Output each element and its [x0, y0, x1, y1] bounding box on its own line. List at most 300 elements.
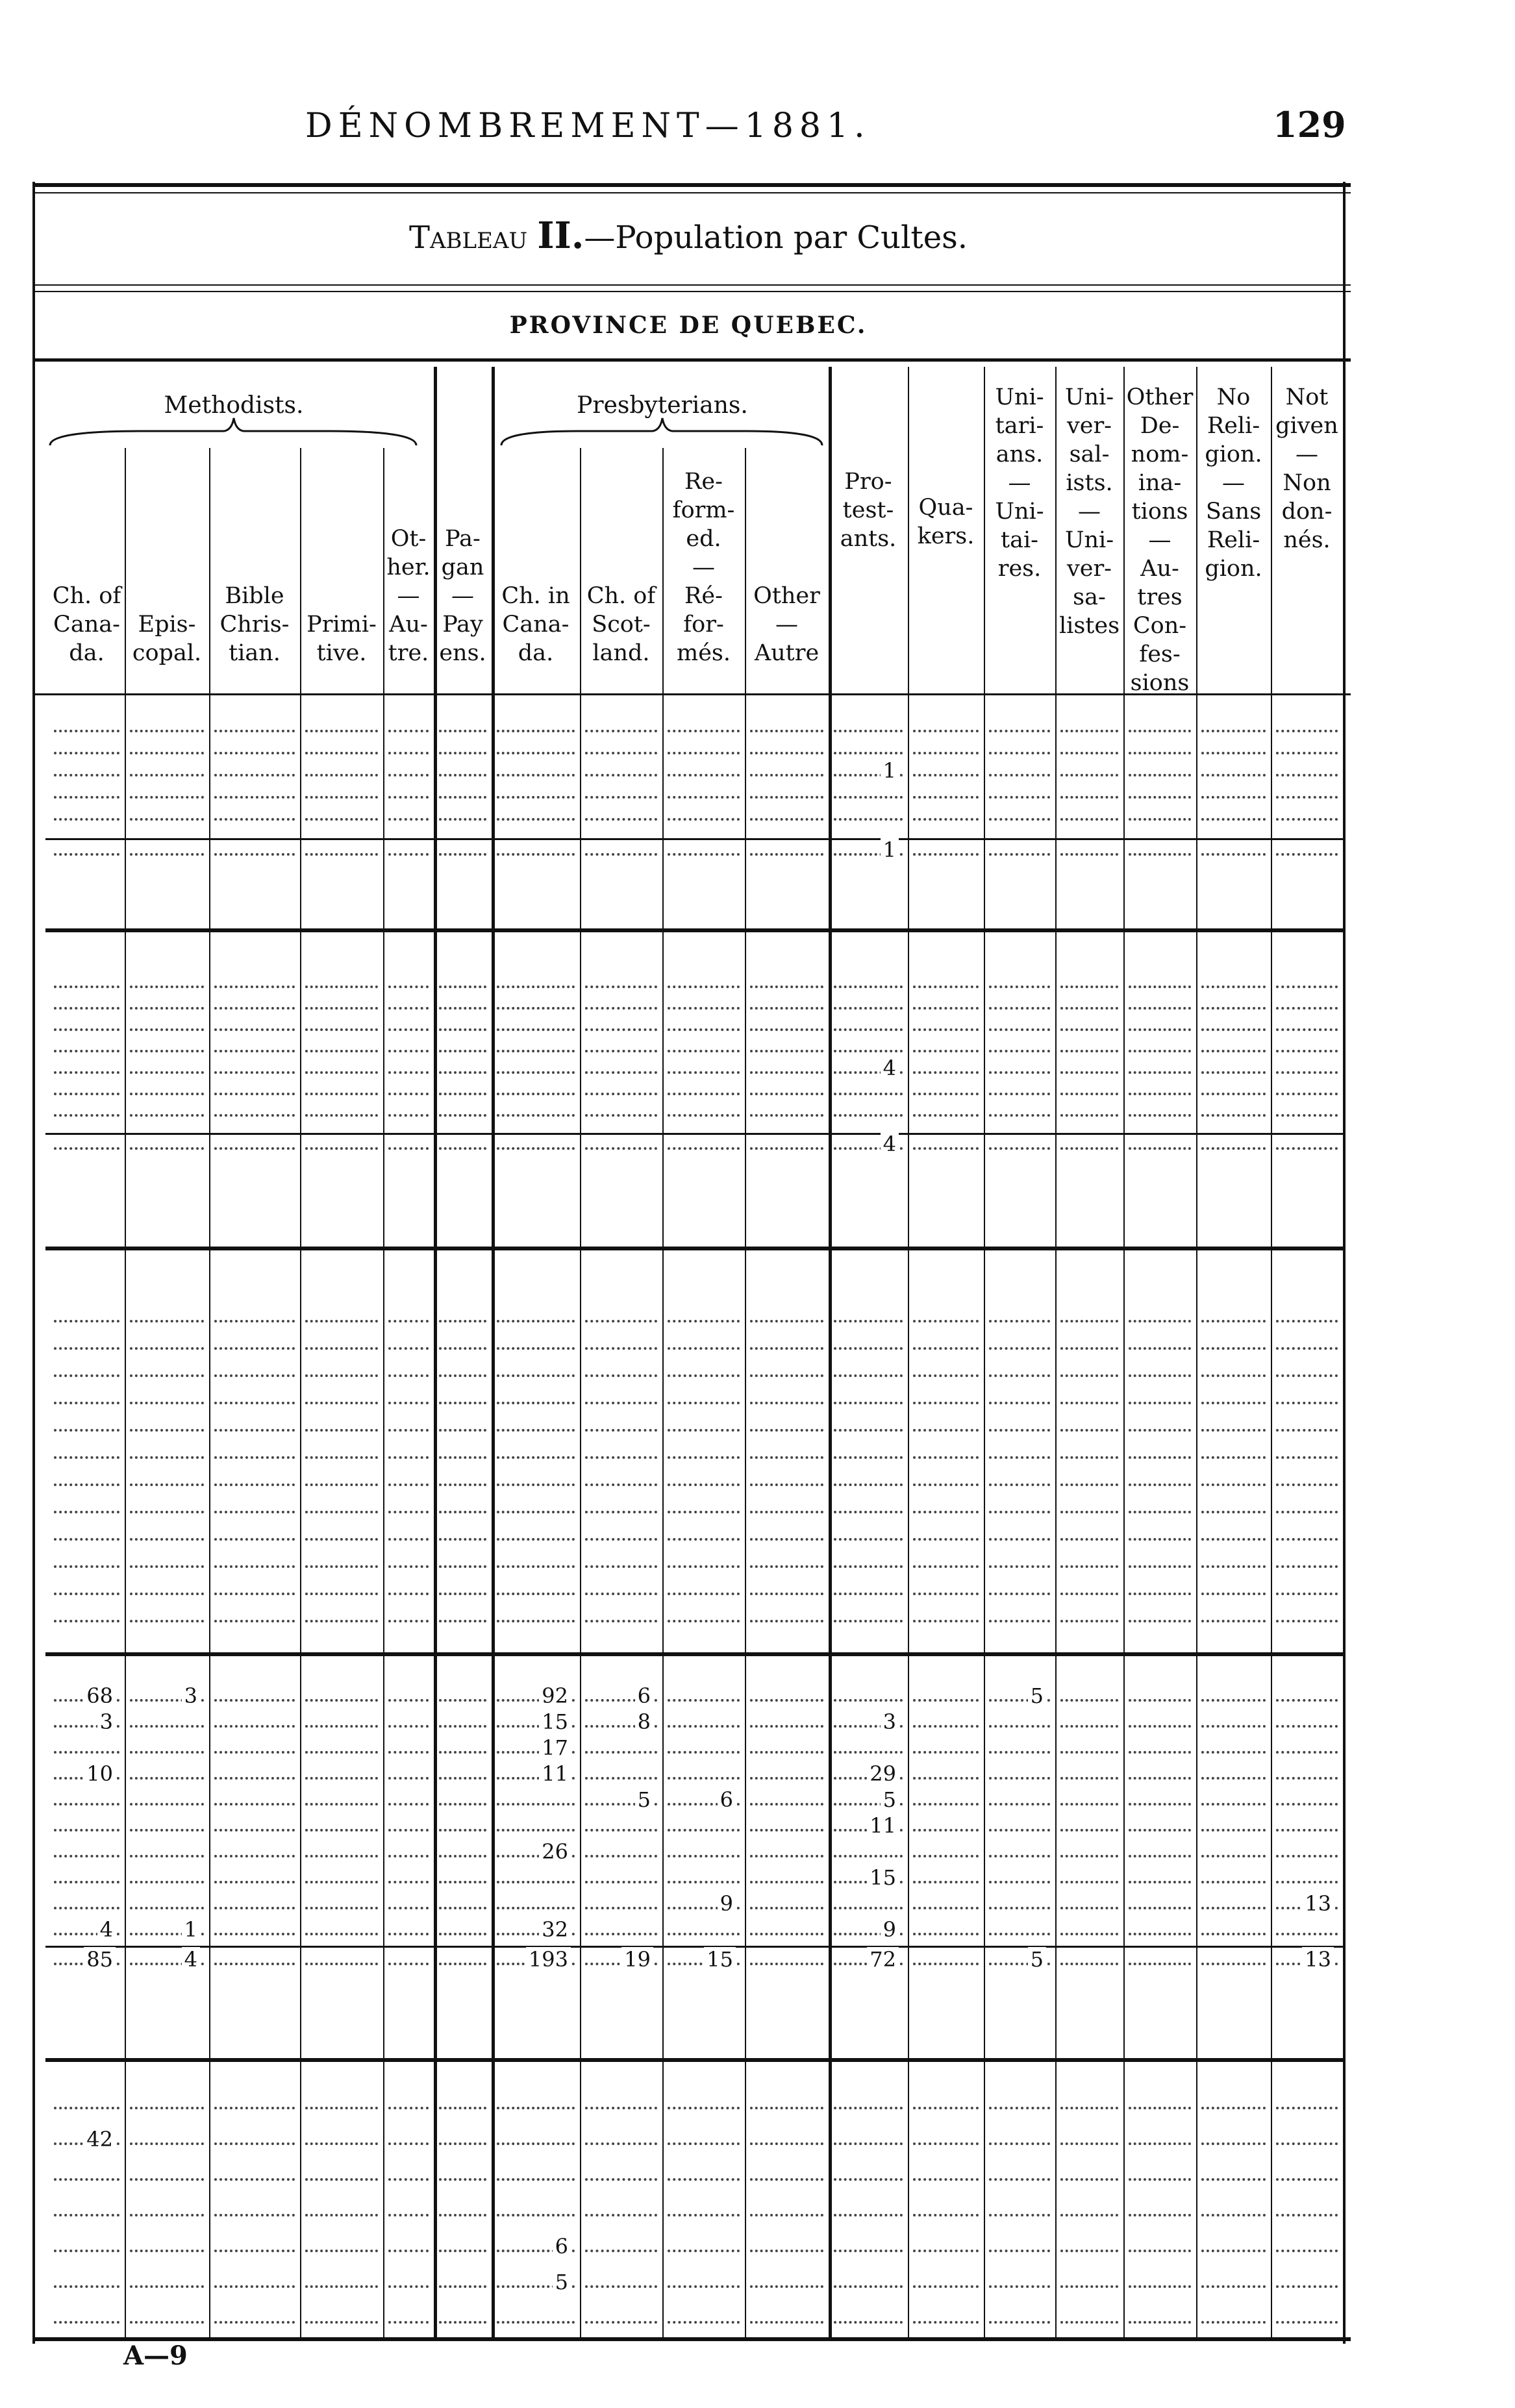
table-cell: 15 [704, 1947, 736, 1972]
leader-dots [1201, 1933, 1266, 1935]
leader-dots [1129, 2250, 1191, 2252]
leader-dots [1276, 986, 1338, 988]
leader-dots [1060, 1050, 1118, 1052]
table-cell: 1 [881, 838, 899, 862]
table-cell: 193 [526, 1947, 571, 1972]
leader-dots [1060, 1347, 1118, 1350]
leader-dots [750, 1028, 823, 1031]
leader-dots [1201, 1777, 1266, 1780]
group-label-presbyterians: Presbyterians. [577, 392, 748, 419]
leader-dots [1129, 2142, 1191, 2145]
table-title-number: II. [537, 214, 584, 257]
leader-dots [1060, 1963, 1118, 1965]
leader-dots [913, 1907, 979, 1909]
leader-dots [834, 752, 903, 754]
table-cell: 68 [84, 1683, 116, 1708]
leader-dots [54, 1593, 119, 1595]
leader-dots [130, 2214, 204, 2216]
leader-dots [1129, 1456, 1191, 1459]
leader-dots [1201, 2285, 1266, 2288]
leader-dots [913, 1699, 979, 1702]
leader-dots [439, 1147, 486, 1150]
leader-dots [989, 1593, 1050, 1595]
leader-dots [1201, 1093, 1266, 1095]
leader-dots [913, 1855, 979, 1857]
leader-dots [1276, 1777, 1338, 1780]
leader-dots [439, 2107, 486, 2109]
leader-dots [834, 1699, 903, 1702]
leader-dots [668, 1429, 740, 1432]
column-header: Not given — Non don- nés. [1275, 384, 1338, 553]
leader-dots [913, 774, 979, 776]
leader-dots [913, 730, 979, 732]
footer-signature: A—9 [123, 2340, 188, 2371]
leader-dots [439, 1429, 486, 1432]
leader-dots [130, 818, 204, 821]
leader-dots [1129, 1881, 1191, 1883]
leader-dots [913, 1751, 979, 1754]
title-rule [32, 284, 1351, 286]
leader-dots [54, 1147, 119, 1150]
leader-dots [668, 1777, 740, 1780]
leader-dots [214, 853, 295, 856]
leader-dots [305, 1777, 378, 1780]
leader-dots [913, 1829, 979, 1831]
leader-dots [214, 1374, 295, 1377]
leader-dots [214, 2107, 295, 2109]
leader-dots [1201, 1907, 1266, 1909]
leader-dots [1201, 2178, 1266, 2181]
leader-dots [750, 2107, 823, 2109]
leader-dots [1060, 1620, 1118, 1622]
table-cell: 3 [182, 1683, 200, 1708]
leader-dots [214, 1881, 295, 1883]
leader-dots [439, 774, 486, 776]
leader-dots [750, 2214, 823, 2216]
leader-dots [439, 1071, 486, 1074]
leader-dots [750, 1374, 823, 1377]
leader-dots [1276, 1933, 1338, 1935]
leader-dots [989, 1777, 1050, 1780]
leader-dots [388, 1483, 429, 1486]
leader-dots [1129, 1374, 1191, 1377]
leader-dots [834, 2285, 903, 2288]
leader-dots [1276, 1028, 1338, 1031]
leader-dots [1060, 2285, 1118, 2288]
leader-dots [439, 1347, 486, 1350]
leader-dots [305, 1620, 378, 1622]
leader-dots [439, 752, 486, 754]
leader-dots [1060, 1777, 1118, 1780]
leader-dots [668, 2178, 740, 2181]
leader-dots [1201, 2250, 1266, 2252]
leader-dots [585, 1071, 657, 1074]
leader-dots [54, 1829, 119, 1831]
leader-dots [305, 1933, 378, 1935]
leader-dots [388, 1803, 429, 1806]
leader-dots [130, 730, 204, 732]
leader-dots [989, 1402, 1050, 1404]
leader-dots [1201, 1147, 1266, 1150]
leader-dots [439, 1803, 486, 1806]
leader-dots [1276, 1374, 1338, 1377]
leader-dots [1060, 986, 1118, 988]
leader-dots [54, 1347, 119, 1350]
leader-dots [913, 2142, 979, 2145]
column-line [829, 367, 832, 2337]
leader-dots [439, 1114, 486, 1117]
leader-dots [1276, 774, 1338, 776]
leader-dots [305, 1881, 378, 1883]
leader-dots [214, 1114, 295, 1117]
leader-dots [497, 2142, 575, 2145]
table-cell: 4 [97, 1917, 116, 1942]
leader-dots [130, 1429, 204, 1432]
leader-dots [388, 1620, 429, 1622]
column-header: Epis- copal. [132, 612, 202, 666]
leader-dots [834, 2107, 903, 2109]
leader-dots [668, 1565, 740, 1568]
column-line [745, 448, 746, 2337]
leader-dots [1201, 796, 1266, 799]
leader-dots [388, 1511, 429, 1513]
leader-dots [750, 1320, 823, 1322]
leader-dots [585, 2250, 657, 2252]
leader-dots [1129, 1725, 1191, 1728]
leader-dots [1276, 1751, 1338, 1754]
leader-dots [388, 1147, 429, 1150]
leader-dots [214, 1071, 295, 1074]
leader-dots [388, 1933, 429, 1935]
leader-dots [750, 1751, 823, 1754]
leader-dots [750, 1347, 823, 1350]
leader-dots [1060, 2142, 1118, 2145]
leader-dots [214, 1050, 295, 1052]
column-header: Ot- her. — Au- tre. [386, 526, 431, 666]
leader-dots [989, 1429, 1050, 1432]
leader-dots [585, 1829, 657, 1831]
leader-dots [130, 1456, 204, 1459]
leader-dots [585, 1402, 657, 1404]
table-cell: 92 [539, 1683, 571, 1708]
leader-dots [1060, 1725, 1118, 1728]
leader-dots [54, 1881, 119, 1883]
top-rule [32, 183, 1351, 187]
leader-dots [1276, 2250, 1338, 2252]
leader-dots [54, 2214, 119, 2216]
leader-dots [1276, 1593, 1338, 1595]
leader-dots [305, 1320, 378, 1322]
leader-dots [1060, 1511, 1118, 1513]
leader-dots [497, 1907, 575, 1909]
table-cell: 5 [881, 1787, 899, 1812]
leader-dots [1060, 1829, 1118, 1831]
leader-dots [439, 1028, 486, 1031]
leader-dots [1276, 1147, 1338, 1150]
leader-dots [439, 1855, 486, 1857]
leader-dots [497, 1593, 575, 1595]
column-header: Uni- tari- ans. — Uni- tai- res. [995, 384, 1044, 582]
leader-dots [989, 1483, 1050, 1486]
leader-dots [439, 1907, 486, 1909]
leader-dots [305, 2214, 378, 2216]
leader-dots [130, 2178, 204, 2181]
column-header: Primi- tive. [307, 612, 377, 666]
leader-dots [585, 1881, 657, 1883]
leader-dots [388, 1829, 429, 1831]
leader-dots [913, 2250, 979, 2252]
table-cell: 11 [539, 1761, 571, 1786]
leader-dots [214, 1511, 295, 1513]
leader-dots [834, 1374, 903, 1377]
leader-dots [214, 796, 295, 799]
leader-dots [913, 1093, 979, 1095]
column-line [125, 448, 126, 2337]
table-cell: 5 [1028, 1683, 1046, 1708]
leader-dots [1276, 1699, 1338, 1702]
leader-dots [214, 1456, 295, 1459]
leader-dots [668, 730, 740, 732]
leader-dots [668, 1007, 740, 1010]
leader-dots [1129, 1347, 1191, 1350]
column-line [209, 448, 210, 2337]
leader-dots [585, 1751, 657, 1754]
leader-dots [913, 1565, 979, 1568]
leader-dots [388, 1777, 429, 1780]
leader-dots [1201, 2214, 1266, 2216]
leader-dots [130, 853, 204, 856]
leader-dots [497, 1028, 575, 1031]
table-cell: 6 [635, 1683, 653, 1708]
table-cell: 6 [718, 1787, 736, 1812]
leader-dots [1201, 774, 1266, 776]
leader-dots [130, 1007, 204, 1010]
title-rule-inner [32, 291, 1351, 292]
leader-dots [214, 1725, 295, 1728]
leader-dots [585, 1511, 657, 1513]
leader-dots [1201, 2142, 1266, 2145]
leader-dots [497, 1456, 575, 1459]
column-line [300, 448, 301, 2337]
leader-dots [750, 1147, 823, 1150]
leader-dots [989, 1114, 1050, 1117]
leader-dots [1129, 1320, 1191, 1322]
leader-dots [214, 1907, 295, 1909]
leader-dots [305, 1402, 378, 1404]
leader-dots [750, 1777, 823, 1780]
leader-dots [585, 1429, 657, 1432]
leader-dots [130, 1829, 204, 1831]
leader-dots [130, 2142, 204, 2145]
leader-dots [585, 986, 657, 988]
table-cell: 10 [84, 1761, 116, 1786]
leader-dots [1201, 752, 1266, 754]
leader-dots [439, 1320, 486, 1322]
leader-dots [913, 1511, 979, 1513]
leader-dots [439, 1881, 486, 1883]
leader-dots [913, 1777, 979, 1780]
leader-dots [989, 1050, 1050, 1052]
leader-dots [130, 1855, 204, 1857]
leader-dots [1129, 1829, 1191, 1831]
table-cell: 5 [1028, 1947, 1046, 1972]
leader-dots [305, 1907, 378, 1909]
leader-dots [497, 1147, 575, 1150]
leader-dots [54, 1620, 119, 1622]
leader-dots [1129, 752, 1191, 754]
leader-dots [439, 1699, 486, 1702]
leader-dots [388, 730, 429, 732]
leader-dots [439, 1829, 486, 1831]
leader-dots [305, 1565, 378, 1568]
table-cell: 17 [539, 1735, 571, 1760]
leader-dots [1276, 752, 1338, 754]
leader-dots [388, 1093, 429, 1095]
leader-dots [989, 1538, 1050, 1541]
section-rule [45, 2058, 1344, 2062]
leader-dots [989, 1071, 1050, 1074]
leader-dots [214, 1803, 295, 1806]
leader-dots [1201, 1028, 1266, 1031]
leader-dots [388, 1374, 429, 1377]
leader-dots [305, 1093, 378, 1095]
leader-dots [54, 1751, 119, 1754]
leader-dots [834, 1751, 903, 1754]
leader-dots [54, 1803, 119, 1806]
leader-dots [750, 1071, 823, 1074]
leader-dots [989, 1007, 1050, 1010]
leader-dots [668, 1751, 740, 1754]
table-cell: 19 [621, 1947, 653, 1972]
leader-dots [834, 1114, 903, 1117]
leader-dots [214, 2214, 295, 2216]
leader-dots [585, 730, 657, 732]
leader-dots [130, 1114, 204, 1117]
leader-dots [1060, 2321, 1118, 2324]
leader-dots [1060, 1320, 1118, 1322]
leader-dots [1060, 1456, 1118, 1459]
leader-dots [54, 1007, 119, 1010]
total-rule [45, 1946, 1344, 1948]
leader-dots [750, 1511, 823, 1513]
leader-dots [305, 2285, 378, 2288]
leader-dots [388, 1007, 429, 1010]
column-line [908, 367, 909, 2337]
leader-dots [989, 1374, 1050, 1377]
column-header: Other — Autre [753, 583, 820, 666]
leader-dots [1060, 752, 1118, 754]
leader-dots [989, 2107, 1050, 2109]
leader-dots [130, 2321, 204, 2324]
leader-dots [130, 1028, 204, 1031]
methodists-brace [49, 416, 419, 448]
leader-dots [305, 2178, 378, 2181]
leader-dots [305, 1725, 378, 1728]
leader-dots [1201, 1829, 1266, 1831]
leader-dots [1060, 1114, 1118, 1117]
leader-dots [1201, 1699, 1266, 1702]
leader-dots [913, 1050, 979, 1052]
leader-dots [750, 774, 823, 776]
leader-dots [305, 1374, 378, 1377]
leader-dots [1201, 1007, 1266, 1010]
leader-dots [54, 752, 119, 754]
leader-dots [989, 1565, 1050, 1568]
table-cell: 15 [539, 1709, 571, 1734]
leader-dots [388, 2107, 429, 2109]
leader-dots [750, 1483, 823, 1486]
leader-dots [834, 818, 903, 821]
leader-dots [1276, 1803, 1338, 1806]
leader-dots [439, 2250, 486, 2252]
leader-dots [388, 1565, 429, 1568]
leader-dots [439, 1050, 486, 1052]
leader-dots [130, 1565, 204, 1568]
leader-dots [913, 1071, 979, 1074]
leader-dots [989, 1933, 1050, 1935]
leader-dots [1129, 1050, 1191, 1052]
leader-dots [834, 1483, 903, 1486]
presbyterians-brace [500, 416, 825, 448]
leader-dots [585, 1320, 657, 1322]
leader-dots [388, 2321, 429, 2324]
leader-dots [497, 1320, 575, 1322]
leader-dots [305, 1511, 378, 1513]
leader-dots [913, 1881, 979, 1883]
leader-dots [388, 1963, 429, 1965]
leader-dots [388, 986, 429, 988]
leader-dots [388, 2250, 429, 2252]
leader-dots [750, 1402, 823, 1404]
leader-dots [750, 1855, 823, 1857]
leader-dots [1060, 2107, 1118, 2109]
leader-dots [1129, 1907, 1191, 1909]
leader-dots [913, 1007, 979, 1010]
leader-dots [913, 1320, 979, 1322]
table-cell: 4 [182, 1947, 200, 1972]
leader-dots [1060, 1028, 1118, 1031]
leader-dots [834, 2142, 903, 2145]
leader-dots [388, 2178, 429, 2181]
leader-dots [305, 1347, 378, 1350]
leader-dots [1129, 1855, 1191, 1857]
leader-dots [305, 1429, 378, 1432]
leader-dots [54, 1050, 119, 1052]
leader-dots [1201, 1511, 1266, 1513]
leader-dots [585, 853, 657, 856]
leader-dots [834, 1320, 903, 1322]
column-header: Bible Chris- tian. [219, 583, 290, 666]
leader-dots [1276, 1114, 1338, 1117]
leader-dots [388, 818, 429, 821]
leader-dots [834, 1456, 903, 1459]
leader-dots [305, 986, 378, 988]
leader-dots [214, 774, 295, 776]
leader-dots [54, 2285, 119, 2288]
leader-dots [1276, 1565, 1338, 1568]
leader-dots [1129, 818, 1191, 821]
leader-dots [585, 1907, 657, 1909]
table-cell: 13 [1302, 1891, 1334, 1916]
leader-dots [913, 752, 979, 754]
leader-dots [585, 818, 657, 821]
leader-dots [1129, 1093, 1191, 1095]
leader-dots [834, 1855, 903, 1857]
table-cell: 3 [97, 1709, 116, 1734]
leader-dots [130, 1050, 204, 1052]
leader-dots [214, 1620, 295, 1622]
table-cell: 9 [718, 1891, 736, 1916]
